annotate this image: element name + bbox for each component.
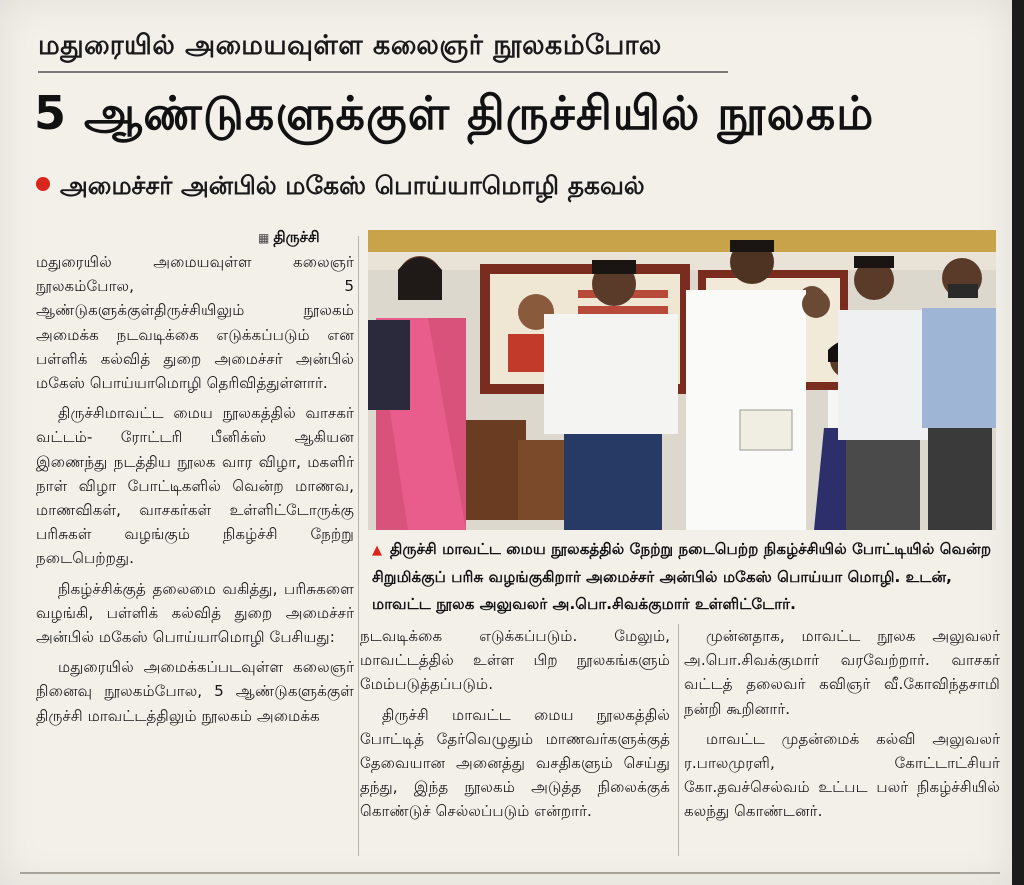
caption-triangle-icon: ▲ [372, 543, 382, 558]
paragraph: திருச்சி மாவட்ட மைய நூலகத்தில் போட்டித் தேர்வெழுதும் மாணவர்களுக்குத் தேவையான அனைத்து வசதிகளும் செய்து தந்து, இந்த நூலகம் அடுத்த நிலைக்குக் கொண்டுச் செல்லப்படும் என்றார். [360, 705, 670, 821]
kicker: மதுரையில் அமையவுள்ள கலைஞர் நூலகம்போல [38, 30, 662, 61]
dateline [258, 228, 320, 248]
news-photo [368, 230, 996, 530]
subheadline [36, 171, 645, 204]
photo-caption [372, 536, 998, 618]
paragraph: திருச்சிமாவட்ட மைய நூலகத்தில் வாசகர் வட்டம்- ரோட்டரி பீனிக்ஸ் ஆகியன இணைந்து நடத்திய நூலக வார விழா, மகளிர் நாள் விழா போட்டிகளில் வென்ற மாணவ, மாணவிகள், வாசகர்கள் உள்ளிட்டோருக்கு பரிசுகள் வழங்கும் நிகழ்ச்சி நேற்று நடைபெற்றது. [36, 404, 354, 568]
dateline-marker-icon: ▦ [258, 231, 270, 245]
article-column-3 [684, 624, 1000, 830]
paragraph: நடவடிக்கை எடுக்கப்படும். மேலும், மாவட்டத்தில் உள்ள பிற நூலகங்களும் மேம்படுத்தப்படும். [360, 627, 670, 694]
red-bullet-icon [36, 177, 50, 191]
kicker-rule [38, 71, 728, 73]
dateline-text: திருச்சி [273, 228, 320, 246]
scan-edge [1012, 0, 1024, 885]
paragraph: முன்னதாக, மாவட்ட நூலக அலுவலர் அ.பொ.சிவக்குமார் வரவேற்றார். வாசகர் வட்டத் தலைவர் கவிஞர் வீ.கோவிந்தசாமி நன்றி கூறினார். [684, 627, 1000, 718]
caption-text: திருச்சி மாவட்ட மைய நூலகத்தில் நேற்று நடைபெற்ற நிகழ்ச்சியில் போட்டியில் வென்ற சிறுமிக்குப் பரிசு வழங்குகிறார் அமைச்சர் அன்பில் மகேஸ் பொய்யா மொழி. உடன், மாவட்ட நூலக அலுவலர் அ.பொ.சிவக்குமார் உள்ளிட்டோர். [372, 540, 992, 613]
article-column-2 [360, 624, 670, 830]
paragraph: மதுரையில் அமையவுள்ள கலைஞர் நூலகம்போல, 5 ஆண்டுகளுக்குள்திருச்சியிலும் நூலகம் அமைக்க நடவடிக்கை எடுக்கப்படும் என பள்ளிக் கல்வித் துறை அமைச்சர் அன்பில் மகேஸ் பொய்யாமொழி தெரிவித்துள்ளார். [36, 253, 354, 393]
bottom-rule [20, 872, 1000, 874]
column-divider [358, 236, 359, 856]
column-divider [678, 624, 679, 856]
paragraph: மதுரையில் அமைக்கப்படவுள்ள கலைஞர் நினைவு நூலகம்போல, 5 ஆண்டுகளுக்குள் திருச்சி மாவட்டத்திலும் நூலகம் அமைக்க [36, 658, 354, 725]
headline: 5 ஆண்டுகளுக்குள் திருச்சியில் நூலகம் [34, 86, 875, 140]
subheadline-text: அமைச்சர் அன்பில் மகேஸ் பொய்யாமொழி தகவல் [60, 171, 645, 200]
paragraph: மாவட்ட முதன்மைக் கல்வி அலுவலர் ர.பாலமுரளி, கோட்டாட்சியர் கோ.தவச்செல்வம் உட்பட பலர் நிகழ்ச்சியில் கலந்து கொண்டனர். [684, 729, 1000, 821]
paragraph: நிகழ்ச்சிக்குத் தலைமை வகித்து, பரிசுகளை வழங்கி, பள்ளிக் கல்வித் துறை அமைச்சர் அன்பில் மகேஸ் பொய்யாமொழி பேசியது: [36, 579, 354, 647]
article-column-1 [36, 250, 354, 734]
